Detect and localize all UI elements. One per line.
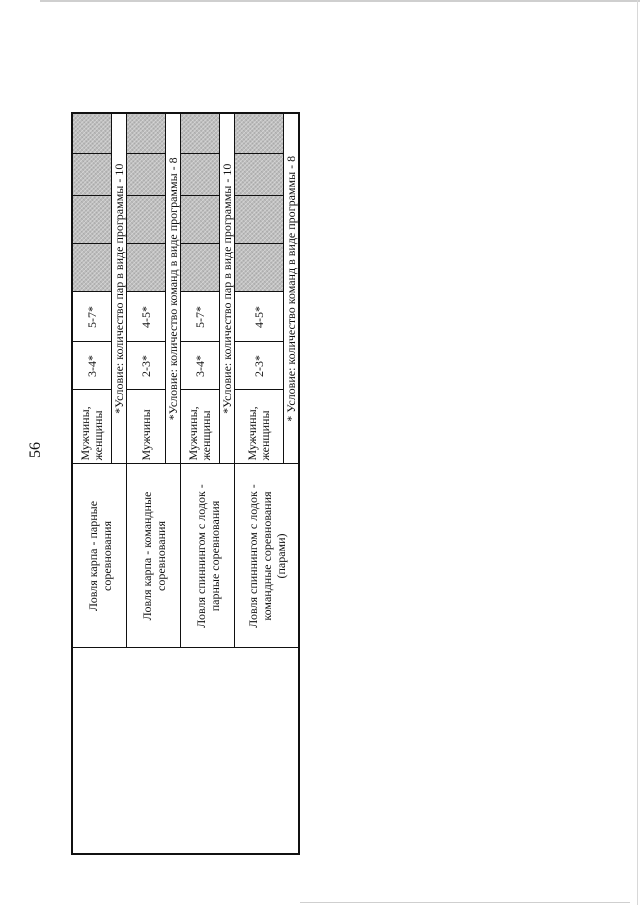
category-cell: Мужчины, женщины: [72, 390, 112, 464]
shaded-cell: [72, 154, 112, 196]
page-number: 56: [27, 442, 44, 458]
value-cell: 3-4*: [72, 342, 112, 390]
discipline-name: Ловля карпа - парные соревнования: [72, 464, 127, 648]
value-cell: 4-5*: [127, 292, 166, 342]
condition-note: *Условие: количество пар в виде программы - 10: [112, 113, 127, 464]
competition-table: [71, 112, 300, 855]
shaded-cell: [127, 244, 166, 292]
shaded-cell: [181, 244, 220, 292]
shaded-cell: [127, 113, 166, 154]
shaded-cell: [127, 196, 166, 244]
condition-note: *Условие: количество пар в виде программы - 10: [220, 113, 235, 464]
left-blank-cell: [72, 648, 299, 854]
value-cell: 5-7*: [72, 292, 112, 342]
shaded-cell: [235, 154, 284, 196]
value-cell: 5-7*: [181, 292, 220, 342]
rotated-table-container: [71, 114, 298, 855]
shaded-cell: [72, 244, 112, 292]
value-cell: 2-3*: [235, 342, 284, 390]
discipline-name: Ловля спиннингом с лодок - командные соревнования (парами): [235, 464, 300, 648]
shaded-cell: [181, 154, 220, 196]
scan-edge-bottom: [300, 902, 630, 903]
discipline-name: Ловля карпа - командные соревнования: [127, 464, 181, 648]
condition-note: * Условие: количество команд в виде программы - 8: [284, 113, 300, 464]
category-cell: Мужчины, женщины: [181, 390, 220, 464]
category-cell: Мужчины, женщины: [235, 390, 284, 464]
scan-edge-right: [637, 0, 638, 905]
shaded-cell: [127, 154, 166, 196]
table-row: [72, 113, 112, 854]
shaded-cell: [235, 196, 284, 244]
value-cell: 2-3*: [127, 342, 166, 390]
discipline-name: Ловля спиннингом с лодок - парные соревнования: [181, 464, 235, 648]
value-cell: 3-4*: [181, 342, 220, 390]
shaded-cell: [181, 196, 220, 244]
value-cell: 4-5*: [235, 292, 284, 342]
condition-note: *Условие: количество команд в виде программы - 8: [166, 113, 181, 464]
shaded-cell: [72, 113, 112, 154]
shaded-cell: [72, 196, 112, 244]
shaded-cell: [235, 113, 284, 154]
shaded-cell: [235, 244, 284, 292]
scan-edge-top: [40, 0, 640, 2]
shaded-cell: [181, 113, 220, 154]
category-cell: Мужчины: [127, 390, 166, 464]
